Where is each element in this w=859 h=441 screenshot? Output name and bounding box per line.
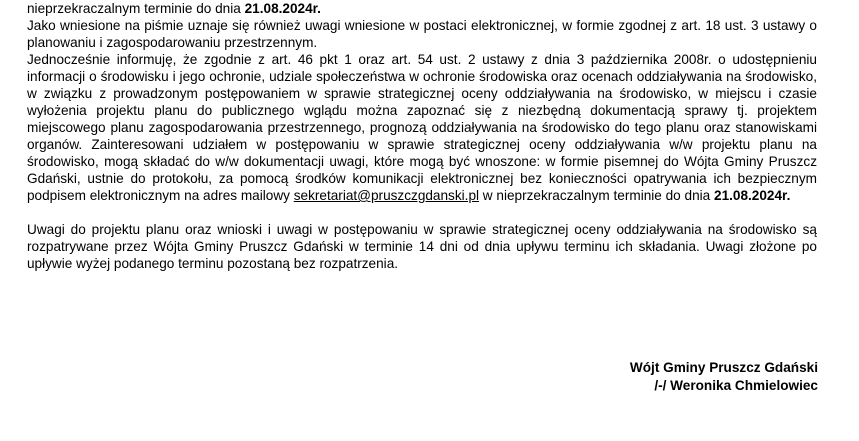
environment-deadline-date: 21.08.2024r. bbox=[714, 188, 791, 203]
paragraph-electronic-remarks: Jako wniesione na piśmie uznaje się również uwagi wniesione w postaci elektronicznej, w formie zgodnej z art. 18 ust. 3 ustawy o planowaniu i zagospodarowaniu przestrzennym. bbox=[27, 18, 817, 50]
paragraph-spacer bbox=[27, 204, 817, 221]
email-link[interactable]: sekretariat@pruszczgdanski.pl bbox=[293, 188, 480, 203]
environment-info-tail: w nieprzekraczalnym terminie do dnia bbox=[479, 188, 715, 203]
document-body bbox=[27, 0, 817, 272]
signature-name: /-/ Weronika Chmielowiec bbox=[654, 378, 818, 393]
paragraph-deadline-line bbox=[27, 0, 817, 17]
environment-info-text: Jednocześnie informuję, że zgodnie z art. 46 pkt 1 oraz art. 54 ust. 2 ustawy z dnia 3 października 2008r. o udostępnieniu informacji o środowisku i jego ochronie, udziale społeczeństwa w ochronie środowiska oraz ocenach oddziaływania na środowisko, w związku z prowadzonym postępowaniem w sprawie strategicznej oceny oddziaływania na środowisko, w miejscu i czasie wyłożenia projektu planu do publicznego wglądu można zapoznać się z niezbędną dokumentacją sprawy tj. projektem miejscowego planu zagospodarowania przestrzennego, prognozą oddziaływania na środowisko do tego planu oraz stanowiskami organów. Zainteresowani udziałem w postępowaniu w sprawie strategicznej oceny oddziaływania w/w projektu planu na środowisko, mogą składać do w/w dokumentacji uwagi, które mogą być wnoszone: w formie pisemnej do Wójta Gminy Pruszcz Gdański, ustnie do protokołu, za pomocą środków komunikacji elektronicznej bez konieczności opatrywania ich bezpiecznym podpisem elektronicznym na adres mailowy bbox=[27, 52, 817, 203]
deadline-text: nieprzekraczalnym terminie do dnia bbox=[27, 1, 245, 16]
signature-title: Wójt Gminy Pruszcz Gdański bbox=[629, 360, 818, 375]
paragraph-review-procedure: Uwagi do projektu planu oraz wnioski i uwagi w postępowaniu w sprawie strategicznej oceny oddziaływania na środowisko są rozpatrywane przez Wójta Gminy Pruszcz Gdański w terminie 14 dni od dnia upływu terminu ich składania. Uwagi złożone po upływie wyżej podanego terminu pozostaną bez rozpatrzenia. bbox=[27, 222, 817, 271]
deadline-date: 21.08.2024r. bbox=[244, 1, 321, 16]
signature-block bbox=[630, 359, 818, 395]
paragraph-environment-info bbox=[27, 51, 817, 204]
